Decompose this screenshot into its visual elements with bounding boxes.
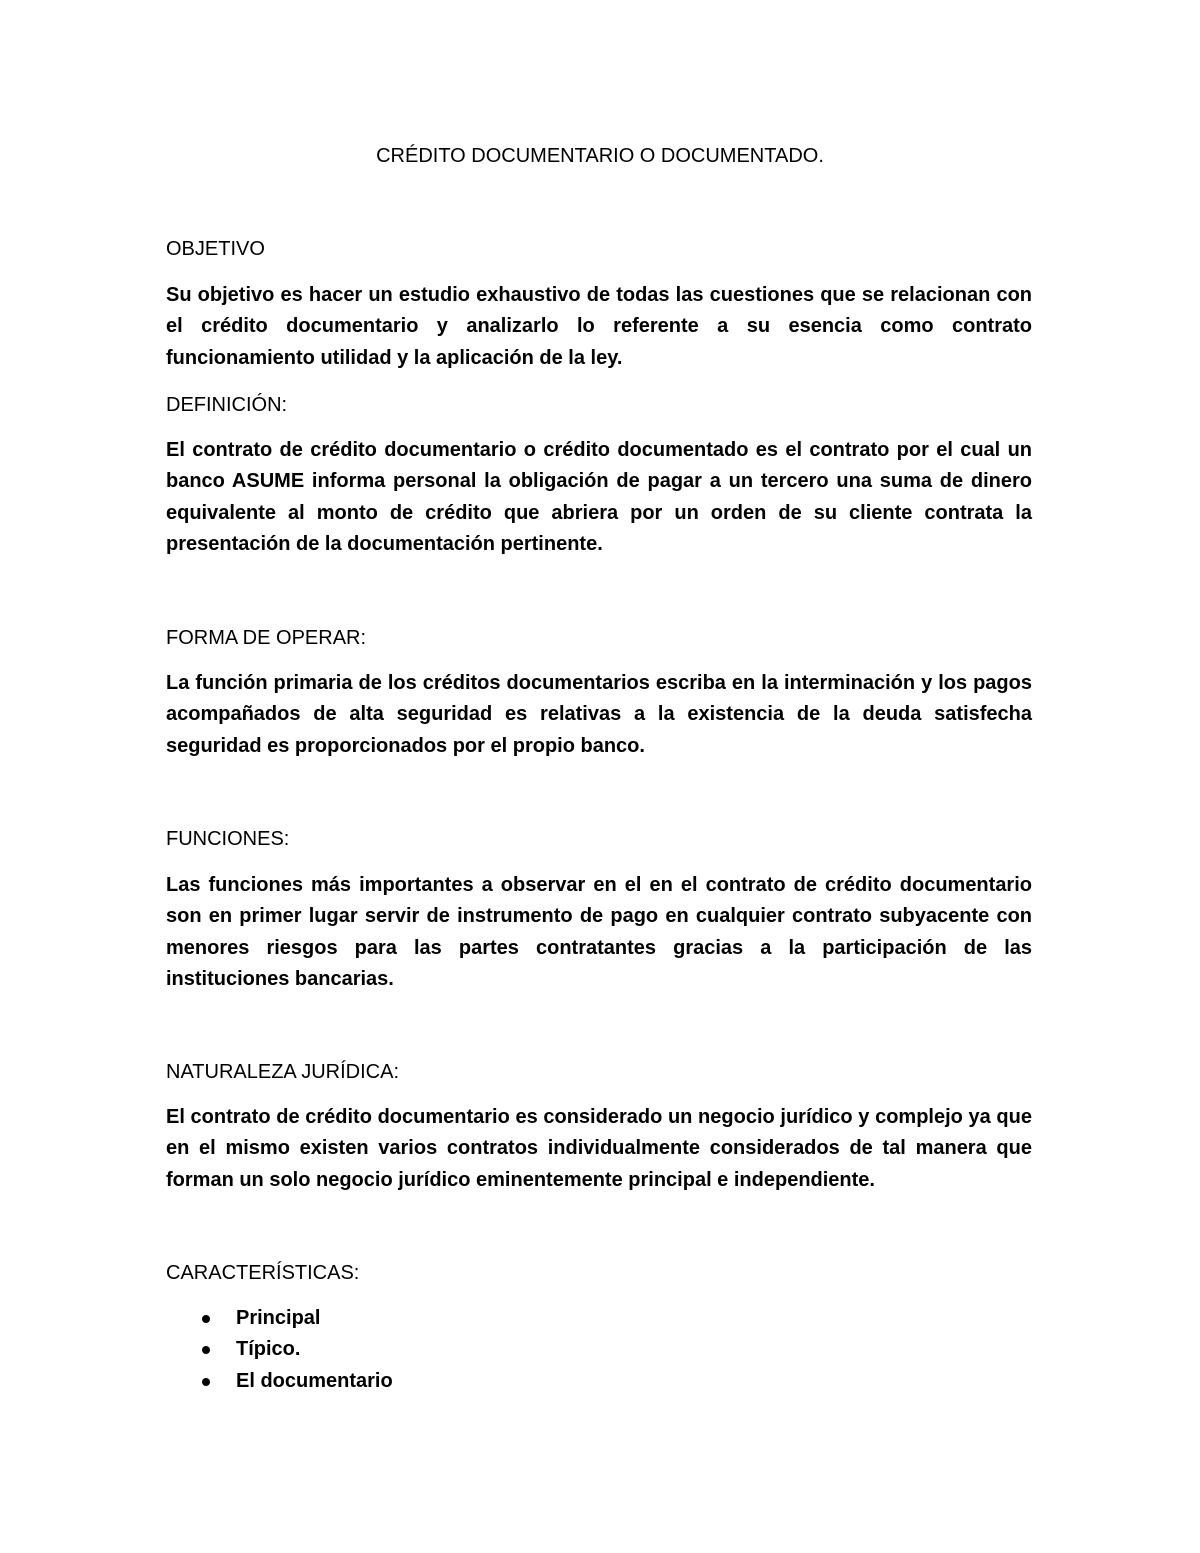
section-heading-definicion: DEFINICIÓN: (166, 394, 288, 416)
section-body-naturaleza-juridica: El contrato de crédito documentario es considerado un negocio jurídico y complejo ya que en el mismo existen varios contratos individualmente considerados de tal manera que forman un solo negocio jurídico eminentemente principal e independiente. (166, 1106, 1032, 1191)
list-item-text: Típico. (236, 1338, 301, 1361)
section-body-objetivo: Su objetivo es hacer un estudio exhaustivo de todas las cuestiones que se relacionan con el crédito documentario y analizarlo lo referente a su esencia como contrato funcionamiento utilidad y la aplicación de la ley. (166, 284, 1032, 369)
section-heading-objetivo: OBJETIVO (166, 238, 265, 260)
list-item (166, 1334, 393, 1365)
list-item (166, 1303, 393, 1334)
list-item (166, 1366, 393, 1397)
section-body-funciones: Las funciones más importantes a observar en el en el contrato de crédito documentario son en primer lugar servir de instrumento de pago en cualquier contrato subyacente con menores riesgos para las partes contratantes gracias a la participación de las instituciones bancarias. (166, 874, 1032, 990)
document-title: CRÉDITO DOCUMENTARIO O DOCUMENTADO. (376, 145, 824, 167)
section-heading-caracteristicas: CARACTERÍSTICAS: (166, 1262, 360, 1284)
bullet-icon (202, 1346, 210, 1354)
list-item-text: El documentario (236, 1369, 393, 1392)
section-heading-naturaleza-juridica: NATURALEZA JURÍDICA: (166, 1061, 399, 1083)
bullet-icon (202, 1378, 210, 1386)
characteristics-list (166, 1303, 393, 1397)
section-heading-funciones: FUNCIONES: (166, 828, 290, 850)
section-body-definicion: El contrato de crédito documentario o crédito documentado es el contrato por el cual un banco ASUME informa personal la obligación de pagar a un tercero una suma de dinero equivalente al monto de crédito que abriera por un orden de su cliente contrata la presentación de la documentación pertinente. (166, 439, 1032, 555)
list-item-text: Principal (236, 1307, 321, 1329)
bullet-icon (202, 1315, 210, 1323)
section-heading-forma-de-operar: FORMA DE OPERAR: (166, 627, 367, 649)
section-body-forma-de-operar: La función primaria de los créditos documentarios escriba en la interminación y los pagos acompañados de alta seguridad es relativas a la existencia de la deuda satisfecha seguridad es proporcionados por el propio banco. (166, 672, 1032, 757)
